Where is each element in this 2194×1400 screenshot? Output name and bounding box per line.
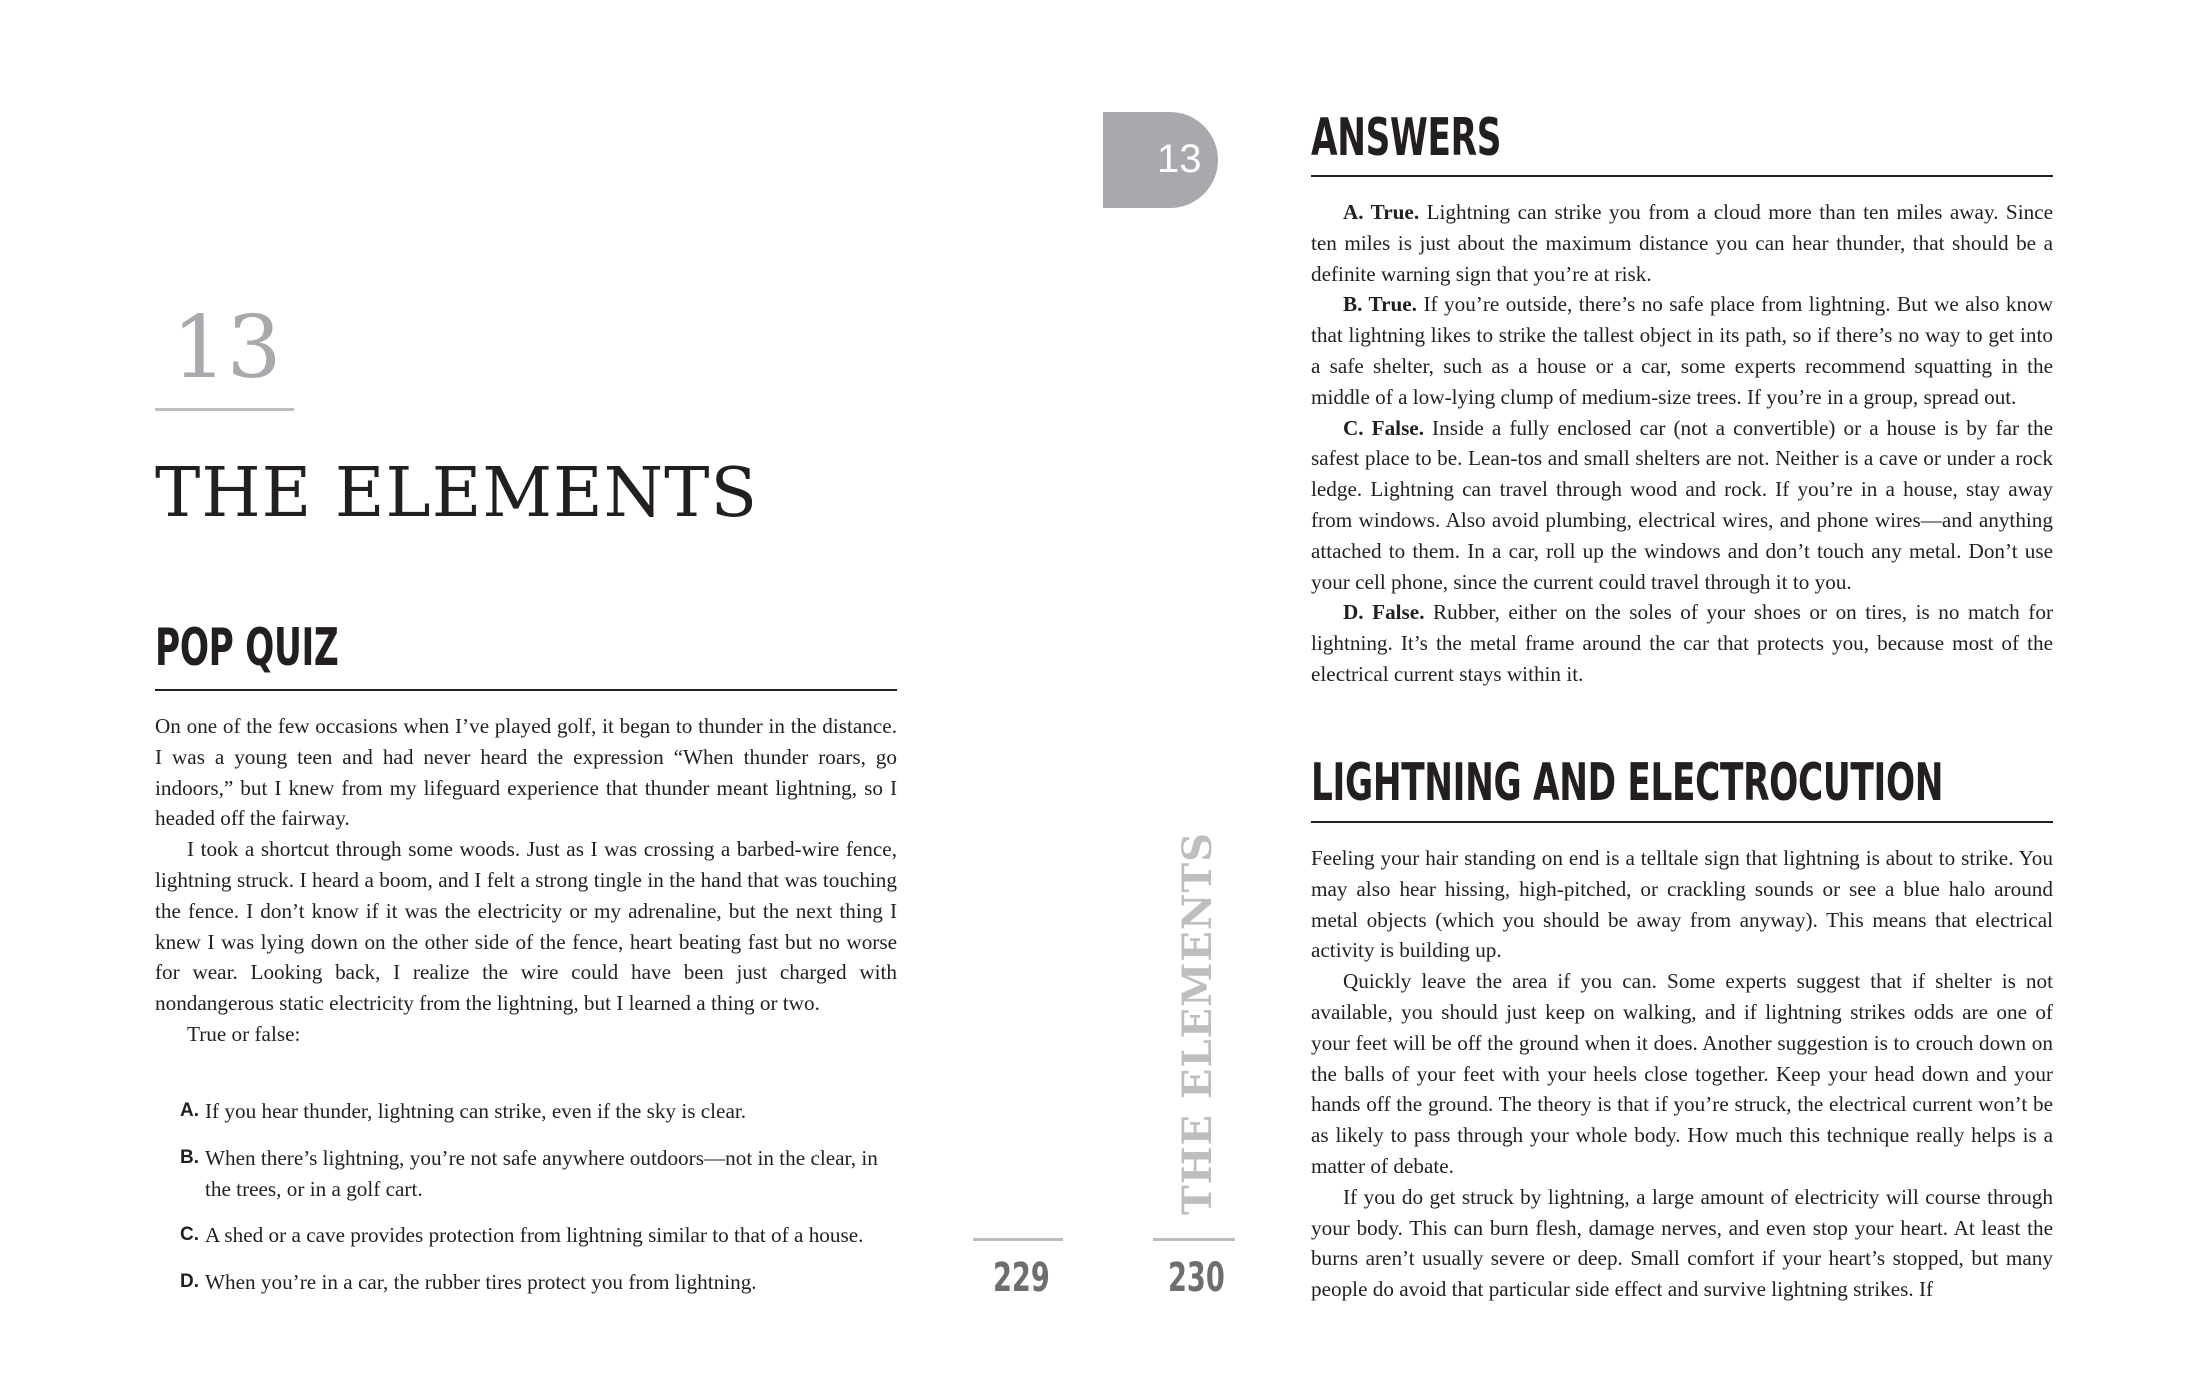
answer-label: A. True.	[1343, 200, 1420, 224]
lightning-rule	[1311, 821, 2053, 823]
pop-quiz-rule	[155, 689, 897, 691]
lightning-heading: LIGHTNING AND ELECTROCUTION	[1311, 753, 1944, 813]
answer-a	[1311, 197, 2053, 289]
quiz-item-letter: A.	[180, 1100, 199, 1121]
quiz-list	[180, 1096, 900, 1314]
answers-body	[1311, 197, 2053, 690]
answer-label: B. True.	[1343, 292, 1417, 317]
running-title: THE ELEMENTS	[1174, 831, 1221, 1215]
answers-rule	[1311, 175, 2053, 177]
answer-label: C. False.	[1343, 415, 1425, 440]
answer-d	[1311, 597, 2053, 689]
right-folio-rule	[1153, 1238, 1235, 1241]
pop-quiz-body	[155, 711, 897, 1050]
quiz-item-letter: D.	[180, 1271, 199, 1293]
quiz-item-b	[180, 1143, 900, 1205]
answers-heading: ANSWERS	[1311, 108, 1502, 168]
quiz-item-letter: C.	[180, 1224, 199, 1246]
quiz-item-text: A shed or a cave provides protection from lightning similar to that of a house.	[205, 1223, 864, 1248]
right-page-number: 230	[1168, 1255, 1225, 1301]
paragraph: I took a shortcut through some woods. Just as I was crossing a barbed-wire fence, lightning struck. I heard a boom, and I felt a strong tingle in the hand that was touching the fence. I don’t know if it was the electricity or my adrenaline, but the next thing I knew I was lying down on the other side of the fence, heart beating fast but no worse for wear. Looking back, I realize the wire could have been just charged with nondangerous static electricity from the lightning, but I learned a thing or two.	[155, 837, 897, 1016]
chapter-title: THE ELEMENTS	[155, 454, 759, 533]
answer-text: Lightning can strike you from a cloud more than ten miles away. Since ten miles is just about the maximum distance you can hear thunder, that should be a definite warning sign that you’re at risk.	[1311, 200, 2053, 286]
paragraph: Quickly leave the area if you can. Some experts suggest that if shelter is not available, you should just keep on walking, and if lightning strikes odds are one of your feet will be off the ground when it does. Another suggestion is to crouch down on the balls of your feet with your heels close together. Keep your head down and your hands off the ground. The theory is that if you’re struck, the electrical current won’t be as likely to pass through your whole body. How much this technique really helps is a matter of debate.	[1311, 969, 2053, 1178]
quiz-item-text: When you’re in a car, the rubber tires protect you from lightning.	[205, 1270, 757, 1295]
chapter-number: 13	[172, 298, 282, 398]
paragraph: On one of the few occasions when I’ve played golf, it began to thunder in the distance. I was a young teen and had never heard the expression “When thunder roars, go indoors,” but I knew from my lifeguard experience that thunder meant lightning, so I headed off the fairway.	[155, 714, 897, 831]
chapter-tab-number: 13	[1157, 137, 1202, 181]
chapter-number-rule	[155, 408, 294, 411]
pop-quiz-heading: POP QUIZ	[155, 618, 339, 678]
left-page-number: 229	[993, 1255, 1050, 1301]
paragraph: Feeling your hair standing on end is a telltale sign that lightning is about to strike. You may also hear hissing, high-pitched, or crackling sounds or see a blue halo around metal objects (which you should be away from anyway). This means that electrical activity is building up.	[1311, 846, 2053, 963]
answer-text: Rubber, either on the soles of your shoes or on tires, is no match for lightning. It’s the metal frame around the car that protects you, because most of the electrical current stays within it.	[1311, 600, 2053, 686]
quiz-item-d	[180, 1267, 900, 1298]
paragraph: True or false:	[187, 1021, 301, 1046]
quiz-item-text: When there’s lightning, you’re not safe anywhere outdoors—not in the clear, in the trees, or in a golf cart.	[205, 1145, 878, 1201]
answer-b	[1311, 289, 2053, 412]
quiz-item-letter: B.	[180, 1146, 199, 1168]
answer-text: If you’re outside, there’s no safe place from lightning. But we also know that lightning likes to strike the tallest object in its path, so if there’s no way to get into a safe shelter, such as a house or a car, some experts recommend squatting in the middle of a low-lying clump of medium-size trees. If you’re in a group, spread out.	[1311, 292, 2053, 409]
answer-label: D. False.	[1343, 600, 1425, 625]
left-folio-rule	[973, 1238, 1063, 1241]
paragraph: If you do get struck by lightning, a large amount of electricity will course through your body. This can burn flesh, damage nerves, and even stop your heart. At least the burns aren’t usually severe or deep. Small comfort if your heart’s stopped, but many people do avoid that particular side effect and survive lightning strikes. If	[1311, 1184, 2053, 1302]
quiz-item-c	[180, 1220, 900, 1251]
answer-c	[1311, 413, 2053, 598]
quiz-item-a	[180, 1096, 900, 1127]
answer-text: Inside a fully enclosed car (not a convertible) or a house is by far the safest place to be. Lean-tos and small shelters are not. Neither is a cave or under a rock ledge. Lightning can travel through wood and rock. If you’re in a house, stay away from windows. Also avoid plumbing, electrical wires, and phone wires—and anything attached to them. In a car, roll up the windows and don’t touch any metal. Don’t use your cell phone, since the current could travel through it to you.	[1311, 415, 2053, 594]
lightning-body	[1311, 843, 2053, 1305]
quiz-item-text: If you hear thunder, lightning can strike, even if the sky is clear.	[205, 1099, 747, 1123]
